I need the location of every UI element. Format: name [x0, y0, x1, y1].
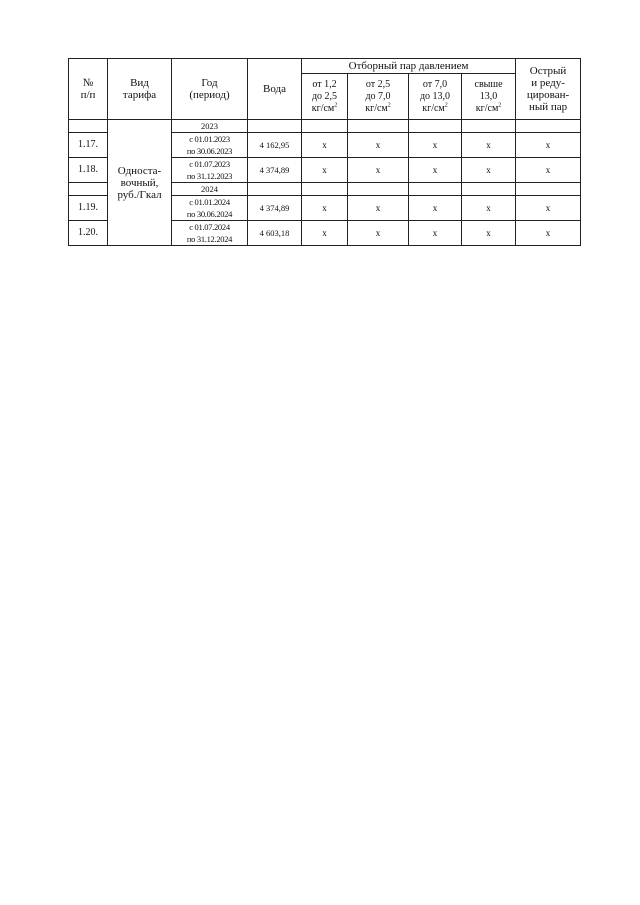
row-number: 1.19. — [69, 196, 108, 221]
water-value: 4 162,95 — [248, 133, 302, 158]
period-cell: с 01.01.2023 по 30.06.2023 — [172, 133, 248, 158]
water-value: 4 603,18 — [248, 221, 302, 246]
header-steam-group: Отборный пар давлением — [302, 59, 516, 74]
steam-cell: x — [302, 133, 348, 158]
empty-cell — [248, 183, 302, 196]
tariff-type-cell: Односта- вочный, руб./Гкал — [108, 120, 172, 246]
period-cell: с 01.01.2024 по 30.06.2024 — [172, 196, 248, 221]
water-value: 4 374,89 — [248, 158, 302, 183]
steam-cell: x — [348, 221, 409, 246]
steam-cell: x — [462, 221, 516, 246]
steam-cell: x — [302, 196, 348, 221]
steam-cell: x — [462, 133, 516, 158]
header-sharp-steam: Острый и реду- цирован- ный пар — [516, 59, 581, 120]
empty-cell — [302, 183, 348, 196]
steam-cell: x — [409, 133, 462, 158]
empty-cell — [516, 183, 581, 196]
sharp-steam-cell: x — [516, 133, 581, 158]
period-cell: с 01.07.2023 по 31.12.2023 — [172, 158, 248, 183]
steam-cell: x — [409, 158, 462, 183]
empty-cell — [462, 183, 516, 196]
header-steam-1-2-5: от 1,2 до 2,5 $кг/см^2$ — [302, 74, 348, 120]
tariff-table — [68, 58, 581, 246]
empty-cell — [516, 120, 581, 133]
empty-cell — [348, 183, 409, 196]
row-number: 1.18. — [69, 158, 108, 183]
year-label-2023: 2023 — [172, 120, 248, 133]
steam-cell: x — [348, 158, 409, 183]
sharp-steam-cell: x — [516, 221, 581, 246]
empty-cell — [302, 120, 348, 133]
empty-cell — [409, 183, 462, 196]
empty-cell — [462, 120, 516, 133]
header-water: Вода — [248, 59, 302, 120]
header-number: № п/п — [69, 59, 108, 120]
steam-cell: x — [462, 196, 516, 221]
empty-cell — [409, 120, 462, 133]
table-row — [69, 120, 581, 133]
empty-cell — [69, 120, 108, 133]
period-cell: с 01.07.2024 по 31.12.2024 — [172, 221, 248, 246]
sharp-steam-cell: x — [516, 196, 581, 221]
steam-cell: x — [302, 158, 348, 183]
steam-cell: x — [348, 196, 409, 221]
empty-cell — [69, 183, 108, 196]
empty-cell — [248, 120, 302, 133]
header-steam-7-13: от 7,0 до 13,0 $кг/см^2$ — [409, 74, 462, 120]
header-steam-over-13: свыше 13,0 $кг/см^2$ — [462, 74, 516, 120]
row-number: 1.17. — [69, 133, 108, 158]
header-tariff-type: Вид тарифа — [108, 59, 172, 120]
steam-cell: x — [409, 196, 462, 221]
header-year-period: Год (период) — [172, 59, 248, 120]
year-label-2024: 2024 — [172, 183, 248, 196]
steam-cell: x — [348, 133, 409, 158]
steam-cell: x — [302, 221, 348, 246]
steam-cell: x — [462, 158, 516, 183]
empty-cell — [348, 120, 409, 133]
steam-cell: x — [409, 221, 462, 246]
row-number: 1.20. — [69, 221, 108, 246]
water-value: 4 374,89 — [248, 196, 302, 221]
header-steam-2-5-7: от 2,5 до 7,0 $кг/см^2$ — [348, 74, 409, 120]
sharp-steam-cell: x — [516, 158, 581, 183]
